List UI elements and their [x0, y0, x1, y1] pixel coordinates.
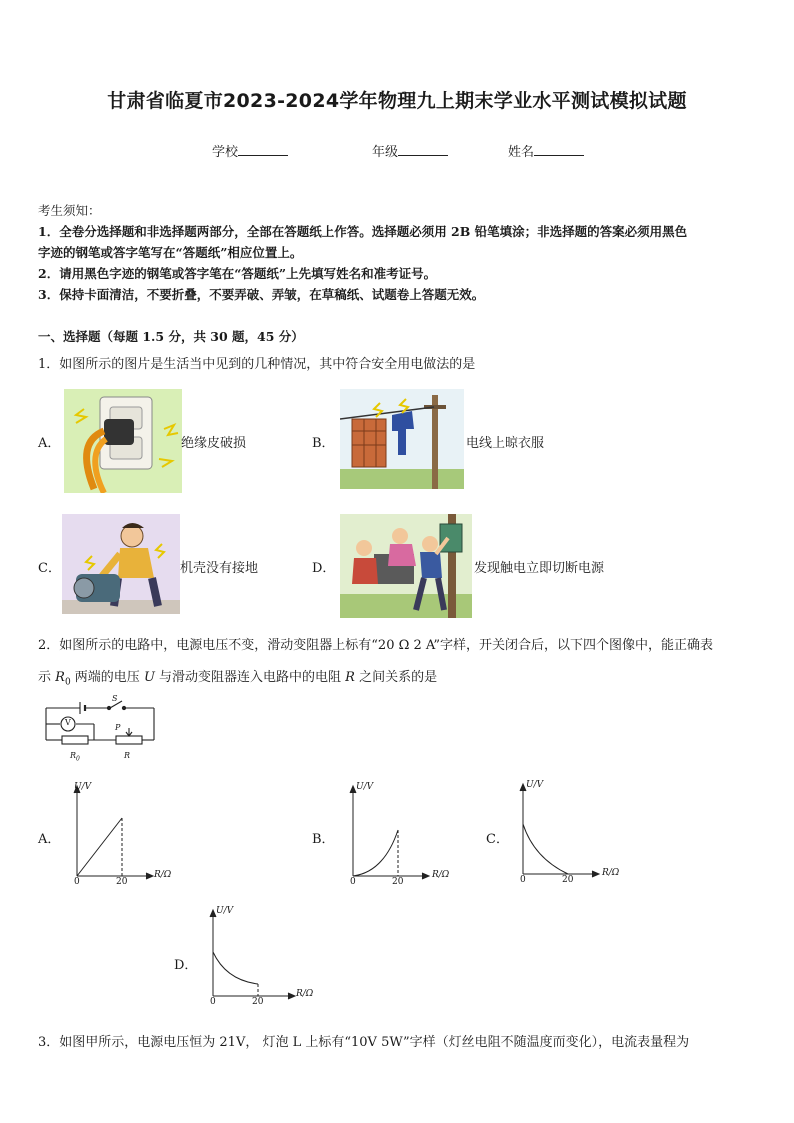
graph-d-y-label: U/V	[216, 906, 234, 916]
graph-b-origin: 0	[350, 877, 356, 887]
notice-item-3: 3．保持卡面清洁，不要折叠，不要弄破、弄皱，在草稿纸、试题卷上答题无效。	[38, 287, 485, 302]
section-heading: 一、选择题（每题 1.5 分，共 30 题，45 分）	[38, 329, 304, 344]
q1-option-d-text: 发现触电立即切断电源	[474, 561, 605, 576]
notice-item-2: 2．请用黑色字迹的钢笔或答字笔在“答题纸”上先填写姓名和准考证号。	[38, 266, 437, 281]
q3-stem: 3．如图甲所示，电源电压恒为 21V， 灯泡 L 上标有“10V 5W”字样（灯丝电阻不随温度而变化），电流表量程为	[38, 1035, 690, 1050]
graph-d-tick: 20	[252, 997, 264, 1007]
graph-d-origin: 0	[210, 997, 216, 1007]
q2-graph-d	[196, 904, 326, 1014]
q1-stem: 1．如图所示的图片是生活当中见到的几种情况，其中符合安全用电做法的是	[38, 357, 476, 372]
q2-symbol-r: R	[55, 670, 65, 685]
graph-a-tick: 20	[116, 877, 128, 887]
exam-title: 甘肃省临夏市2023-2024学年物理九上期末学业水平测试模拟试题	[107, 90, 687, 112]
q1-option-c-letter: C．	[38, 561, 61, 576]
q2-stem-line-2	[38, 666, 437, 688]
notice-heading: 考生须知：	[38, 203, 101, 218]
q1-option-c-picture	[62, 514, 180, 614]
q1-option-b-text: 电线上晾衣服	[466, 436, 545, 451]
school-blank	[238, 143, 288, 156]
circuit-r0-label: $R_0$	[70, 751, 80, 763]
q2-stem-line-1: 2．如图所示的电路中，电源电压不变，滑动变阻器上标有“20 Ω 2 A”字样，开关闭合后，以下四个图像中，能正确表	[38, 638, 714, 653]
q2-option-d-letter: D．	[174, 958, 198, 973]
name-blank	[534, 143, 584, 156]
graph-b-tick: 20	[392, 877, 404, 887]
graph-c-tick: 20	[562, 875, 574, 885]
school-label: 学校	[212, 145, 239, 160]
q2-graph-a	[60, 780, 190, 890]
graph-c-y-label: U/V	[526, 780, 544, 790]
graph-a-origin: 0	[74, 877, 80, 887]
q1-option-d-picture	[340, 514, 472, 618]
q2-graph-c	[506, 778, 636, 888]
circuit-slider-label: P	[115, 723, 121, 732]
q2-stem-part-b: 两端的电压	[70, 670, 144, 685]
q1-option-b-letter: B．	[312, 436, 335, 451]
grade-blank	[398, 143, 448, 156]
q2-graph-b	[336, 780, 466, 890]
q2-symbol-u: U	[143, 670, 155, 685]
q2-option-a-letter: A．	[38, 832, 61, 847]
q1-option-b-picture	[340, 389, 464, 489]
graph-b-y-label: U/V	[356, 782, 374, 792]
circuit-voltmeter-label: V	[65, 718, 71, 727]
school-field	[212, 141, 288, 160]
graph-a-y-label: U/V	[74, 782, 92, 792]
q1-option-d-letter: D．	[312, 561, 336, 576]
graph-c-origin: 0	[520, 875, 526, 885]
name-label: 姓名	[508, 145, 535, 160]
q2-symbol-r-sub: 0	[64, 677, 71, 688]
q2-symbol-r2: R	[345, 670, 355, 685]
circuit-switch-label: S	[112, 694, 118, 703]
circuit-r-label: R	[124, 751, 131, 760]
graph-a-x-label: R/Ω	[154, 870, 172, 880]
q1-option-a-picture	[64, 389, 182, 493]
graph-c-x-label: R/Ω	[602, 868, 620, 878]
q2-stem-part-d: 之间关系的是	[354, 670, 438, 685]
q1-option-a-letter: A．	[38, 436, 61, 451]
grade-field	[372, 141, 448, 160]
name-field	[508, 141, 584, 160]
grade-label: 年级	[372, 145, 399, 160]
q2-stem-part-c: 与滑动变阻器连入电路中的电阻	[154, 670, 346, 685]
notice-item-1-line-1: 1．全卷分选择题和非选择题两部分，全部在答题纸上作答。选择题必须用 2B 铅笔填涂；非选择题的答案必须用黑色	[38, 224, 688, 239]
q2-stem-part-a: 示	[38, 670, 56, 685]
graph-d-x-label: R/Ω	[296, 989, 314, 999]
q2-option-b-letter: B．	[312, 832, 335, 847]
q2-option-c-letter: C．	[486, 832, 509, 847]
notice-item-1-line-2: 字迹的钢笔或答字笔写在“答题纸”相应位置上。	[38, 245, 303, 260]
q2-circuit-diagram	[38, 696, 160, 768]
q1-option-a-text: 绝缘皮破损	[181, 436, 247, 451]
q1-option-c-text: 机壳没有接地	[180, 561, 259, 576]
graph-b-x-label: R/Ω	[432, 870, 450, 880]
